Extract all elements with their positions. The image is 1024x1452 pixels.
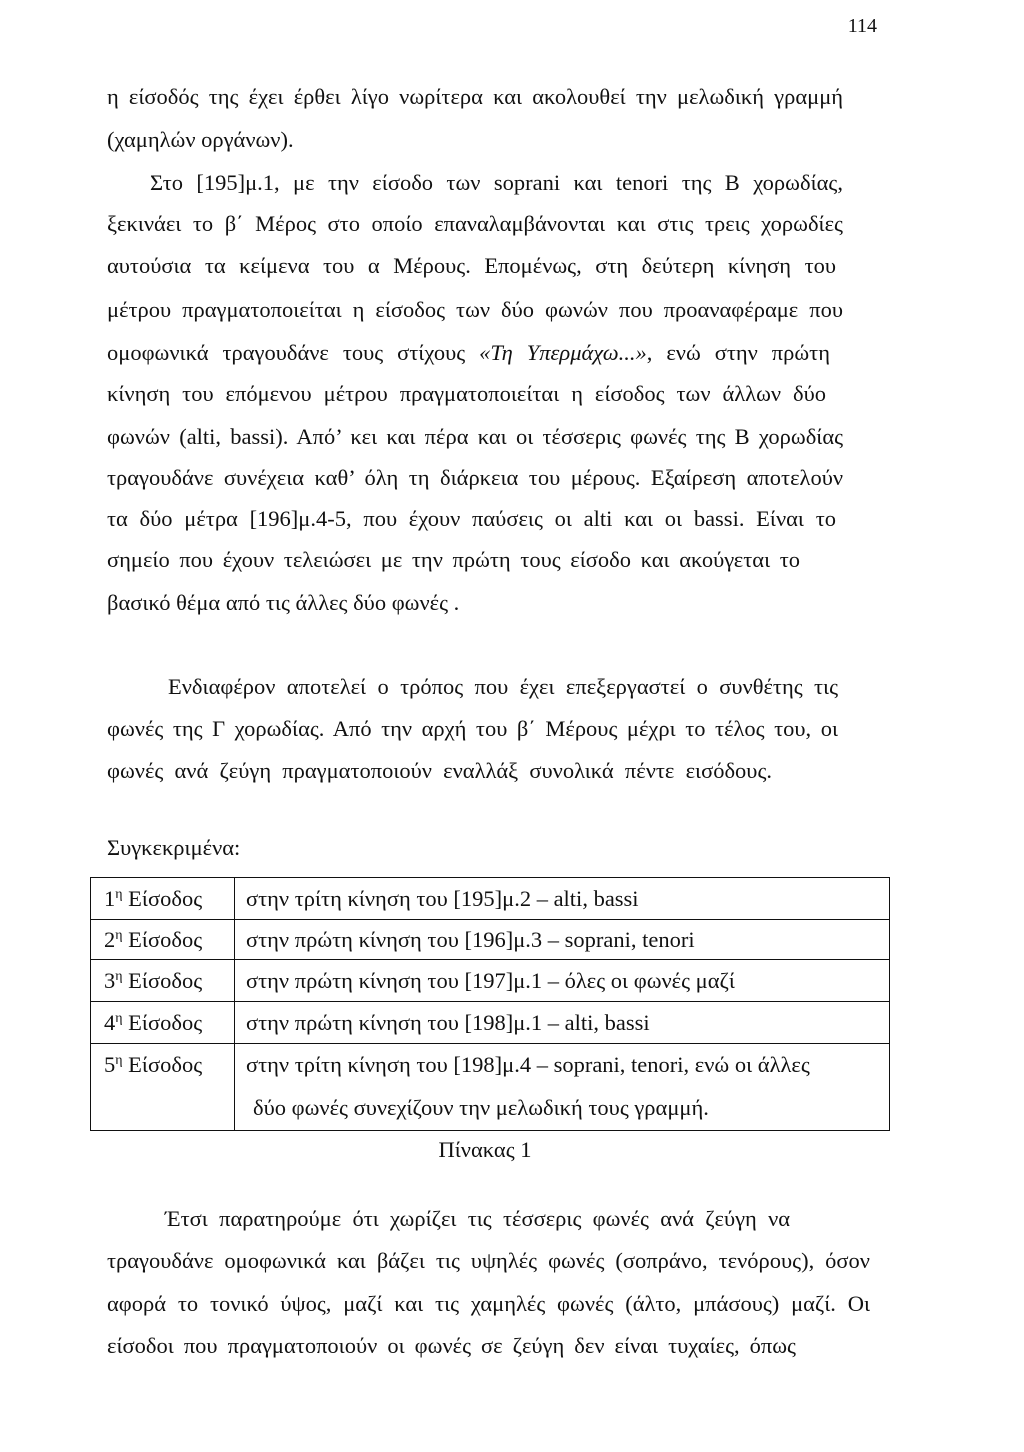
line-text: βασικό θέμα από τις άλλες δύο φωνές . (107, 590, 460, 615)
text-line (107, 297, 843, 323)
entry-description: στην τρίτη κίνηση του [195]μ.2 – alti, bassi (246, 886, 639, 911)
line-text: (χαμηλών οργάνων). (107, 127, 294, 152)
table-row (91, 1001, 889, 1044)
entry-description: στην πρώτη κίνηση του [196]μ.3 – soprani, tenori (246, 927, 695, 952)
text-line (107, 1333, 796, 1359)
text-line (107, 547, 800, 573)
line-text: τα δύο μέτρα [196]μ.4-5, που έχουν παύσεις οι alti και οι bassi. Είναι το (107, 506, 836, 531)
quoted-verse: «Τη Υπερμάχω...» (479, 340, 647, 365)
line-text: τραγουδάνε ομοφωνικά και βάζει τις υψηλές φωνές (σοπράνο, τενόρους), όσον (107, 1248, 870, 1273)
line-text (107, 340, 830, 365)
entry-label: Είσοδος (128, 927, 203, 952)
line-text: Ενδιαφέρον αποτελεί ο τρόπος που έχει επεξεργαστεί ο συνθέτης τις (168, 674, 839, 699)
list-intro (107, 835, 407, 861)
line-text: η είσοδός της έχει έρθει λίγο νωρίτερα και ακολουθεί την μελωδική γραμμή (107, 84, 844, 109)
line-text: τραγουδάνε συνέχεια καθ’ όλη τη διάρκεια του μέρους. Εξαίρεση αποτελούν (107, 465, 844, 490)
entry-label-cell (104, 968, 202, 994)
ordinal-suffix: η (115, 887, 123, 903)
line-text: σημείο που έχουν τελειώσει με την πρώτη τους είσοδο και ακούγεται το (107, 547, 801, 572)
text-line (107, 340, 830, 366)
entry-description-cell (246, 968, 735, 994)
ordinal-suffix: η (115, 928, 123, 944)
table-row (91, 1043, 889, 1129)
entry-ordinal: 5 (104, 1052, 116, 1077)
line-text: κίνηση του επόμενου μέτρου πραγματοποιείται η είσοδος των άλλων δύο (107, 381, 826, 406)
entry-ordinal: 3 (104, 968, 116, 993)
entry-label: Είσοδος (128, 968, 203, 993)
line-text: φωνές της Γ χορωδίας. Από την αρχή του β΄ Μέρους μέχρι το τέλος του, οι (107, 716, 839, 741)
line-text: αφορά το τονικό ύψος, μαζί και τις χαμηλές φωνές (άλτο, μπάσους) μαζί. Οι (107, 1291, 871, 1316)
line-text: φωνές ανά ζεύγη πραγματοποιούν εναλλάξ συνολικά πέντε εισόδους. (107, 758, 772, 783)
line-text: φωνών (alti, bassi). Από’ κει και πέρα και οι τέσσερις φωνές της Β χορωδίας (107, 424, 844, 449)
table-row (91, 878, 889, 920)
entry-label-cell (104, 1052, 202, 1078)
line-text: αυτούσια τα κείμενα του α Μέρους. Επομένως, στη δεύτερη κίνηση του (107, 253, 837, 278)
text-line (107, 1291, 870, 1317)
text-line (107, 758, 772, 784)
entry-ordinal: 1 (104, 886, 116, 911)
entry-description-cell (246, 1052, 810, 1078)
text-line (107, 506, 836, 532)
entry-description-cell (246, 1010, 650, 1036)
text-line (107, 84, 843, 110)
entry-label-cell (104, 1010, 202, 1036)
ordinal-suffix: η (115, 1053, 123, 1069)
table-caption: Πίνακας 1 (438, 1137, 532, 1162)
text-line (107, 424, 843, 450)
text-line (107, 1248, 870, 1274)
text-line (107, 716, 838, 742)
entry-description: στην πρώτη κίνηση του [197]μ.1 – όλες οι φωνές μαζί (246, 968, 735, 993)
text-line (168, 674, 838, 700)
entry-description: στην πρώτη κίνηση του [198]μ.1 – alti, bassi (246, 1010, 650, 1035)
table-row (91, 959, 889, 1002)
line-text-after-quote: , ενώ στην πρώτη (646, 340, 830, 365)
entry-label-cell (104, 886, 202, 912)
line-text: μέτρου πραγματοποιείται η είσοδος των δύο φωνών που προαναφέραμε που (107, 297, 843, 322)
line-text: Έτσι παρατηρούμε ότι χωρίζει τις τέσσερις φωνές ανά ζεύγη να (165, 1206, 791, 1231)
entry-description-continuation (253, 1095, 709, 1121)
text-line (107, 590, 843, 616)
entry-description: δύο φωνές συνεχίζουν την μελωδική τους γραμμή. (253, 1095, 709, 1120)
entries-table (90, 877, 890, 1131)
text-line (165, 1206, 790, 1232)
entry-description-cell (246, 886, 639, 912)
ordinal-suffix: η (115, 1011, 123, 1027)
page-number: 114 (847, 15, 877, 37)
entry-ordinal: 2 (104, 927, 116, 952)
text-line (150, 170, 843, 196)
text-line (107, 465, 843, 491)
text-line (107, 381, 826, 407)
table-row (91, 919, 889, 960)
text-line (107, 253, 836, 279)
entry-description-cell (246, 927, 695, 953)
entry-label: Είσοδος (128, 886, 203, 911)
entry-description: στην τρίτη κίνηση του [198]μ.4 – soprani, tenori, ενώ οι άλλες (246, 1052, 810, 1077)
text-line (107, 127, 843, 153)
line-text: ξεκινάει το β΄ Μέρος στο οποίο επαναλαμβάνονται και στις τρεις χορωδίες (107, 211, 843, 236)
text-line (107, 211, 843, 237)
entry-label-cell (104, 927, 202, 953)
ordinal-suffix: η (115, 969, 123, 985)
line-text: Στο [195]μ.1, με την είσοδο των soprani και tenori της Β χορωδίας, (150, 170, 843, 195)
line-text-before-quote: ομοφωνικά τραγουδάνε τους στίχους (107, 340, 480, 365)
entry-ordinal: 4 (104, 1010, 116, 1035)
entry-label: Είσοδος (128, 1010, 203, 1035)
entry-label: Είσοδος (128, 1052, 203, 1077)
line-text: είσοδοι που πραγματοποιούν οι φωνές σε ζεύγη δεν είναι τυχαίες, όπως (107, 1333, 796, 1358)
line-text: Συγκεκριμένα: (107, 835, 241, 860)
